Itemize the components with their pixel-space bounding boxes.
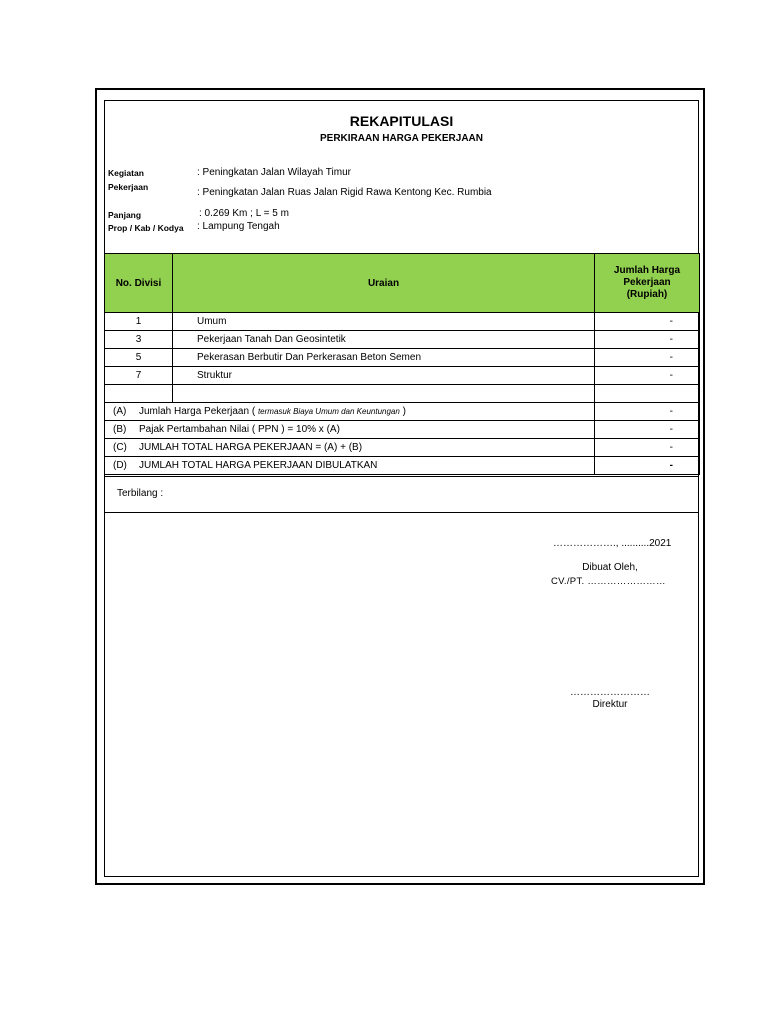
summary-code: (B) — [113, 424, 127, 435]
summary-jumlah: - — [595, 439, 700, 457]
table-header-row — [105, 254, 700, 313]
kegiatan-label: Kegiatan — [108, 168, 144, 178]
row-uraian: Struktur — [173, 367, 595, 385]
summary-text: Jumlah Harga Pekerjaan ( — [139, 406, 256, 417]
summary-row-b — [105, 421, 700, 439]
summary-jumlah: - — [595, 403, 700, 421]
summary-jumlah: - — [595, 421, 700, 439]
summary-c-text — [105, 439, 595, 457]
row-no: 7 — [105, 367, 173, 385]
row-uraian: Pekerjaan Tanah Dan Geosintetik — [173, 331, 595, 349]
summary-jumlah: - — [595, 457, 700, 475]
row-jumlah: - — [595, 313, 700, 331]
summary-b-text — [105, 421, 595, 439]
terbilang-box — [104, 476, 699, 513]
signature-date: ………………., ..........2021 — [553, 538, 672, 549]
page-title: REKAPITULASI — [349, 113, 454, 129]
summary-note: termasuk Biaya Umum dan Keuntungan — [257, 407, 400, 416]
signature-name-line: …………………… — [570, 687, 650, 698]
summary-code: (D) — [113, 460, 127, 471]
header-jumlah-line2: Pekerjaan — [623, 277, 671, 288]
signature-company: CV./PT. …………………… — [551, 576, 666, 587]
empty-cell — [173, 385, 595, 403]
summary-a-text — [105, 403, 595, 421]
row-jumlah: - — [595, 367, 700, 385]
empty-cell — [595, 385, 700, 403]
panjang-value: : 0.269 Km ; L = 5 m — [199, 208, 289, 219]
header-uraian: Uraian — [173, 254, 595, 313]
header-no-divisi: No. Divisi — [105, 254, 173, 313]
row-uraian: Umum — [173, 313, 595, 331]
header-jumlah — [595, 254, 700, 313]
summary-text: JUMLAH TOTAL HARGA PEKERJAAN DIBULATKAN — [139, 460, 378, 471]
row-jumlah: - — [595, 331, 700, 349]
pekerjaan-label: Pekerjaan — [108, 182, 149, 192]
row-uraian: Pekerasan Berbutir Dan Perkerasan Beton Semen — [173, 349, 595, 367]
summary-code: (C) — [113, 442, 127, 453]
pekerjaan-value: : Peningkatan Jalan Ruas Jalan Rigid Rawa Kentong Kec. Rumbia — [197, 187, 492, 198]
table-row — [105, 349, 700, 367]
header-jumlah-line1: Jumlah Harga — [613, 265, 681, 276]
row-no: 3 — [105, 331, 173, 349]
summary-row-a — [105, 403, 700, 421]
terbilang-label: Terbilang : — [117, 488, 164, 499]
table-row-empty — [105, 385, 700, 403]
summary-row-c — [105, 439, 700, 457]
summary-text: Pajak Pertambahan Nilai ( PPN ) = 10% x (A) — [139, 424, 340, 435]
row-no: 5 — [105, 349, 173, 367]
signature-dibuat-oleh: Dibuat Oleh, — [582, 562, 638, 573]
summary-tail: ) — [402, 406, 406, 417]
row-no: 1 — [105, 313, 173, 331]
summary-d-text — [105, 457, 595, 475]
signature-role: Direktur — [592, 699, 628, 710]
page-subtitle: PERKIRAAN HARGA PEKERJAAN — [320, 133, 483, 144]
kegiatan-value: : Peningkatan Jalan Wilayah Timur — [197, 167, 351, 178]
table-row — [105, 331, 700, 349]
header-jumlah-line3: (Rupiah) — [626, 289, 668, 300]
summary-row-d — [105, 457, 700, 475]
prop-value: : Lampung Tengah — [197, 221, 280, 232]
empty-cell — [105, 385, 173, 403]
summary-text: JUMLAH TOTAL HARGA PEKERJAAN = (A) + (B) — [139, 442, 363, 453]
table-row — [105, 313, 700, 331]
summary-code: (A) — [113, 406, 127, 417]
row-jumlah: - — [595, 349, 700, 367]
table-row — [105, 367, 700, 385]
prop-label: Prop / Kab / Kodya — [108, 223, 184, 233]
recap-table — [104, 253, 700, 475]
panjang-label: Panjang — [108, 210, 142, 220]
